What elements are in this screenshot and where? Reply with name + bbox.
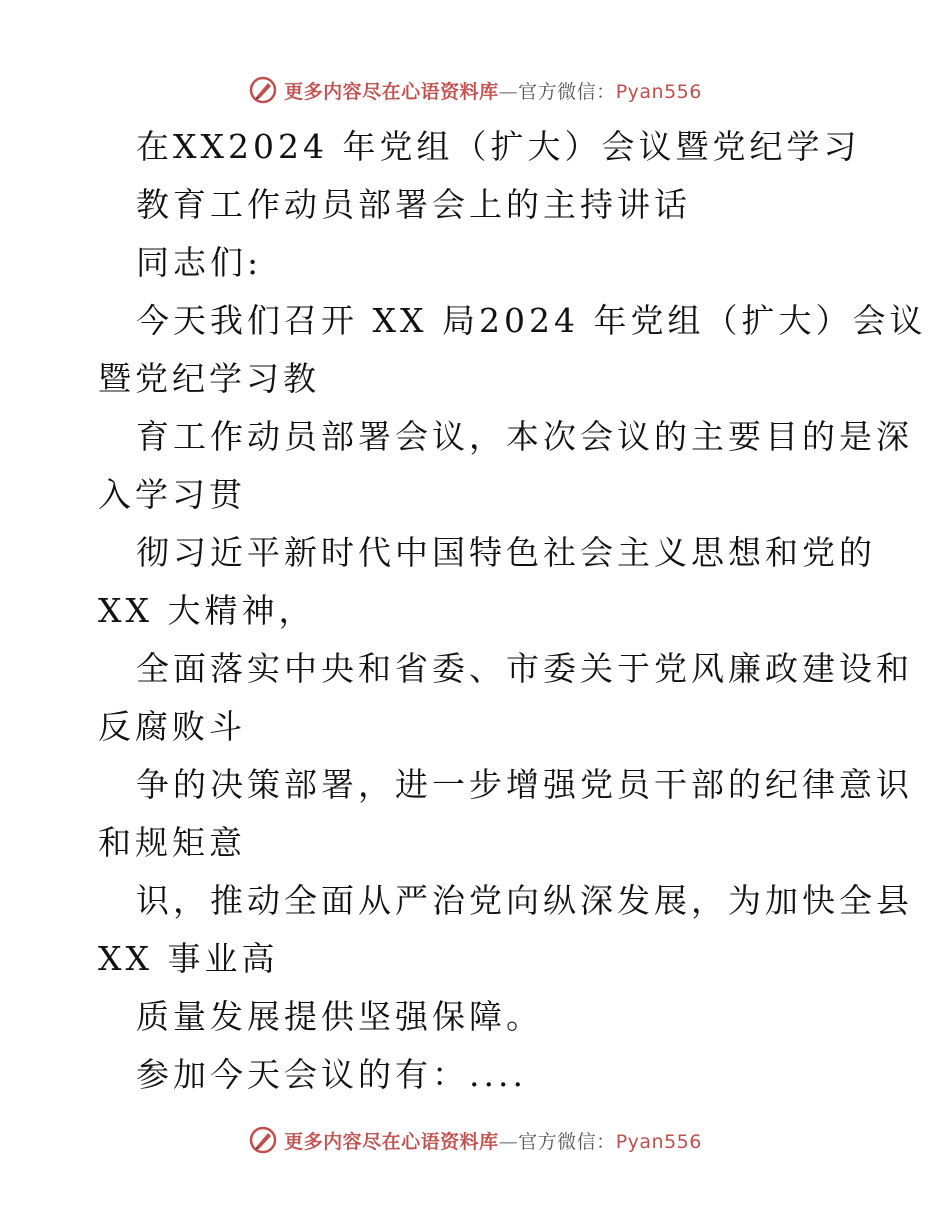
watermark-id: Pyan556 <box>615 80 702 103</box>
watermark-text <box>284 1127 702 1154</box>
text-line: 入学习贯 <box>98 475 246 514</box>
watermark-contact: 官方微信： <box>518 1130 616 1153</box>
document-body <box>98 118 927 1104</box>
text-line: 育工作动员部署会议，本次会议的主要目的是深 <box>136 417 913 456</box>
watermark-brand: 更多内容尽在心语资料库 <box>284 80 499 103</box>
text-line: 全面落实中央和省委、市委关于党风廉政建设和 <box>136 649 913 688</box>
text-line: 教育工作动员部署会上的主持讲话 <box>136 185 691 224</box>
pen-logo-icon <box>248 75 278 105</box>
text-line: 识，推动全面从严治党向纵深发展，为加快全县 <box>136 881 913 920</box>
text-line: 反腐败斗 <box>98 707 246 746</box>
text-line: 同志们: <box>136 243 263 282</box>
watermark-dash: — <box>498 1130 519 1153</box>
watermark-id: Pyan556 <box>615 1130 702 1153</box>
text-line: 质量发展提供坚强保障。 <box>136 997 543 1036</box>
pen-logo-icon <box>248 1125 278 1155</box>
watermark-dash: — <box>498 80 519 103</box>
text-line: XX 大精神， <box>98 591 316 630</box>
footer-watermark <box>0 1122 950 1158</box>
text-line: 在XX2024 年党组（扩大）会议暨党纪学习 <box>136 127 861 166</box>
text-line: 参加今天会议的有：.... <box>136 1055 527 1094</box>
header-watermark <box>0 72 950 108</box>
text-line: XX 事业高 <box>98 939 279 978</box>
text-line: 争的决策部署，进一步增强党员干部的纪律意识 <box>136 765 913 804</box>
watermark-brand: 更多内容尽在心语资料库 <box>284 1130 499 1153</box>
text-line: 今天我们召开 XX 局2024 年党组（扩大）会议 <box>136 301 927 340</box>
text-line: 和规矩意 <box>98 823 246 862</box>
text-line: 彻习近平新时代中国特色社会主义思想和党的 <box>136 533 876 572</box>
text-line: 暨党纪学习教 <box>98 359 320 398</box>
watermark-contact: 官方微信： <box>518 80 616 103</box>
watermark-text <box>284 77 702 104</box>
